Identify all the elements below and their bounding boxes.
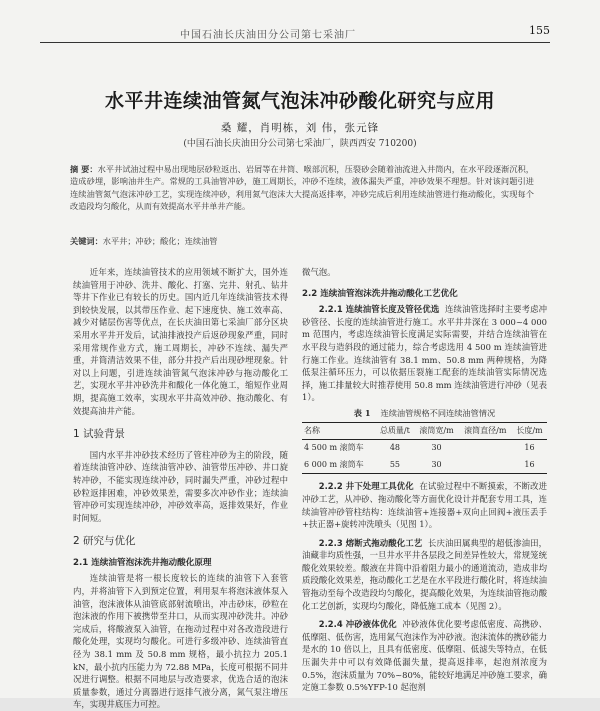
table-header-cell: 总质量/t <box>379 425 410 435</box>
table-header-cell: 名称 <box>304 425 320 435</box>
paper-affiliation: (中国石油长庆油田分公司第七采油厂，陕西西安 710200) <box>183 139 417 149</box>
right-column <box>302 266 547 694</box>
table-header-cell: 滚筒直径/m <box>464 425 507 435</box>
intro-paragraph: 近年来，连续油管技术的应用领域不断扩大，国外连续油管用于冲砂、洗井、酸化、打塞、完井、射孔、钻井等井下作业已有较长的历史。国内近几年连续油管技术得到较快发展，以其带压作业、起下速度快、施工效率高、减少对储层伤害等优点，在长庆油田第七采油厂部分区块采用水平井开发后，试油排液投产后返砂现象严重，同时采用常规作业方式，施工周期长，冲砂不连续、漏失严重，并筒清洁效果不佳，部分井投产后出现砂埋现象。针对以上问题，引进连续油管氮气泡沫冲砂与拖动酸化工艺，实现水平井冲砂洗井和酸化一体化施工，缩短作业周期，提高施工效率，实现水平井高效冲砂、拖动酸化、有效提高油井产能。 <box>73 267 288 416</box>
table-row <box>302 440 547 457</box>
section-1-paragraph: 国内水平井冲砂技术经历了管柱冲砂为主的阶段，随着连续油管冲砂、连续油管冲砂、油管带压冲砂、井口旋转冲砂，不能实现连续冲砂，同时漏失严重，冲砂过程中砂粒返排困难，冲砂效果差，需要多次冲砂作业；连续油管冲砂可实现连续冲砂，冲砂效率高，返排效果好，作业时间短。 <box>73 449 288 523</box>
left-column <box>73 266 288 711</box>
subsection-2-2-2-text: 在试验过程中不断摸索，不断改进冲砂工艺，从冲砂、拖动酸化等方面优化设计并配套专用工具，连续油管冲砂管柱结构：连续油管+连接器+双向止回阀+液压丢手+扶正器+旋转冲洗喷头（见图 1）。 <box>302 481 547 530</box>
carryover-text: 微气泡。 <box>302 267 336 277</box>
running-header <box>40 24 550 43</box>
journal-name: 中国石油长庆油田分公司第七采油厂 <box>180 30 356 41</box>
subsection-2-2-2-paragraph <box>302 480 547 530</box>
paper-authors: 桑 耀，肖明栋，刘 伟，张元锋 <box>220 122 380 134</box>
subsection-2-2-1-heading: 2.2.1 连续油管长度及管径优选 <box>318 304 440 315</box>
table-cell: 16 <box>524 459 535 469</box>
abstract-text: 水平井试油过程中易出现地层砂粒返出、岩屑等在井筒、喉部沉积，压裂砂会随着油流进入井筒内，在水平段逐渐沉积，造成砂埋，影响油井生产。常规的工具油管冲砂，施工周期长，冲砂不连续，液体漏失严重，冲砂效果不理想。针对该问题引进连续油管氮气泡沫冲砂工艺，实现连续冲砂，利用氮气泡沫大大提高返排率，冲砂完成后利用连续油管进行拖动酸化，实现每个改造段均匀酸化，从而有效提高水平井单井产能。 <box>70 164 534 212</box>
section-2-heading: 2 研究与优化 <box>73 535 136 548</box>
subsection-2-1-heading: 2.1 连续油管泡沫洗井拖动酸化原理 <box>73 557 212 568</box>
table-header-cell: 滚筒宽/m <box>419 425 454 435</box>
keywords <box>70 236 534 247</box>
subsection-2-2-3-text: 长庆油田属典型的超低渗油田，油藏非均质性强，一旦井水平井各层段之间差异性较大，常规笼统酸化效果较差。酸液在井筒中沿着阻力最小的通道流动，造成非均质段酸化效果差，拖动酸化工艺是在水平段进行酸化时，将连续油管拖动至每个改造段均匀酸化，提高酸化效果，为连续油管拖动酸化工艺创新，实现均匀酸化，降低施工成本（见图 2）。 <box>302 537 547 611</box>
table-row <box>302 457 547 474</box>
table-cell: 30 <box>431 459 442 469</box>
table-cell: 48 <box>389 443 400 453</box>
abstract <box>70 163 534 213</box>
subsection-2-2-3-paragraph <box>302 537 547 613</box>
keywords-label: 关键词： <box>70 236 103 246</box>
paper-title: 水平井连续油管氮气泡沫冲砂酸化研究与应用 <box>104 90 495 112</box>
subsection-2-2-heading: 2.2 连续油管泡沫洗井拖动酸化工艺优化 <box>302 288 458 299</box>
table-cell: 6 000 m 滚筒车 <box>304 459 364 469</box>
subsection-2-2-1-text: 连续油管选择时主要考虑冲砂管径、长度的连续油管进行施工。水平井井深在 3 000~4 000 m 范围内，考虑连续油管长度满足实际需要，并结合连续油管在水平段与造斜段的通过能力，综合考虑选用 4 500 m 连续油管进行施工作业。连续油管有 38.1 mm、50.8 mm 两种规格，为降低泵注循环压力，可以依据压裂施工配套的连续油管实际情况选择，施工排量较大时推荐使用 50.8 mm 连续油管进行冲砂（见表 1）。 <box>302 304 548 403</box>
table-1-title: 连续油管规格不同连续油管情况 <box>380 407 496 418</box>
table-1 <box>302 422 547 475</box>
subsection-2-1-paragraph: 连续油管是将一根长度较长的连续的油管下入套管内，并将油管下入到预定位置，利用泵车将泡沫液体泵入油管，泡沫液体从油管底部射流喷出，冲击砂床，砂粒在泡沫液的作用下被携带至井口，从而实现冲砂洗井。冲砂完成后，将酸液泵入油管，在拖动过程中对各改造段进行酸化处理，实现均匀酸化。可进行多级冲砂、连续油管直径为 38.1 mm 及 50.8 mm 规格，最小抗拉力 205.1 kN，最小抗内压能力为 72.88 MPa，长度可根据不同井况进行调整。根据不同地层与改造要求，优选合适的泡沫质量参数，通过分离器进行返排气液分离，氮气泵注增压车，实现井底压力可控。 <box>73 573 288 710</box>
subsection-2-2-4-text: 冲砂液体优化要考虑低密度、高携砂、低摩阻、低伤害，选用氮气泡沫作为冲砂液。泡沫流体的携砂能力是水的 10 倍以上，且具有低密度、低摩阻、低滤失等特点，在低压漏失井中可以有效降低漏失量，提高返排率，起泡剂浓度为 0.5%，泡沫质量为 70%~80%，能较好地满足冲砂施工要求，确定施工参数 0.5%YFP-10 起泡剂 <box>302 619 548 693</box>
subsection-2-2-1-paragraph <box>302 303 547 404</box>
table-cell: 55 <box>389 459 400 469</box>
table-cell: 30 <box>431 443 442 453</box>
section-1-heading: 1 试验背景 <box>73 428 126 441</box>
page-number: 155 <box>529 24 550 37</box>
table-cell: 4 500 m 滚筒车 <box>304 443 364 453</box>
abstract-label: 摘 要： <box>70 164 98 174</box>
table-cell <box>459 457 512 474</box>
subsection-2-2-4-paragraph <box>302 618 547 694</box>
subsection-2-2-2-heading: 2.2.2 井下处理工具优化 <box>318 481 414 492</box>
table-cell: 16 <box>524 443 535 453</box>
subsection-2-2-3-heading: 2.2.3 熔断式拖动酸化工艺 <box>318 537 423 548</box>
subsection-2-2-4-heading: 2.2.4 冲砂液体优化 <box>318 619 397 630</box>
table-1-caption <box>302 407 547 420</box>
table-header-cell: 长度/m <box>516 425 543 435</box>
table-cell <box>459 440 512 457</box>
keywords-text: 水平井；冲砂；酸化；连续油管 <box>102 236 218 246</box>
table-header-row <box>302 422 547 440</box>
table-1-label: 表 1 <box>353 407 371 418</box>
